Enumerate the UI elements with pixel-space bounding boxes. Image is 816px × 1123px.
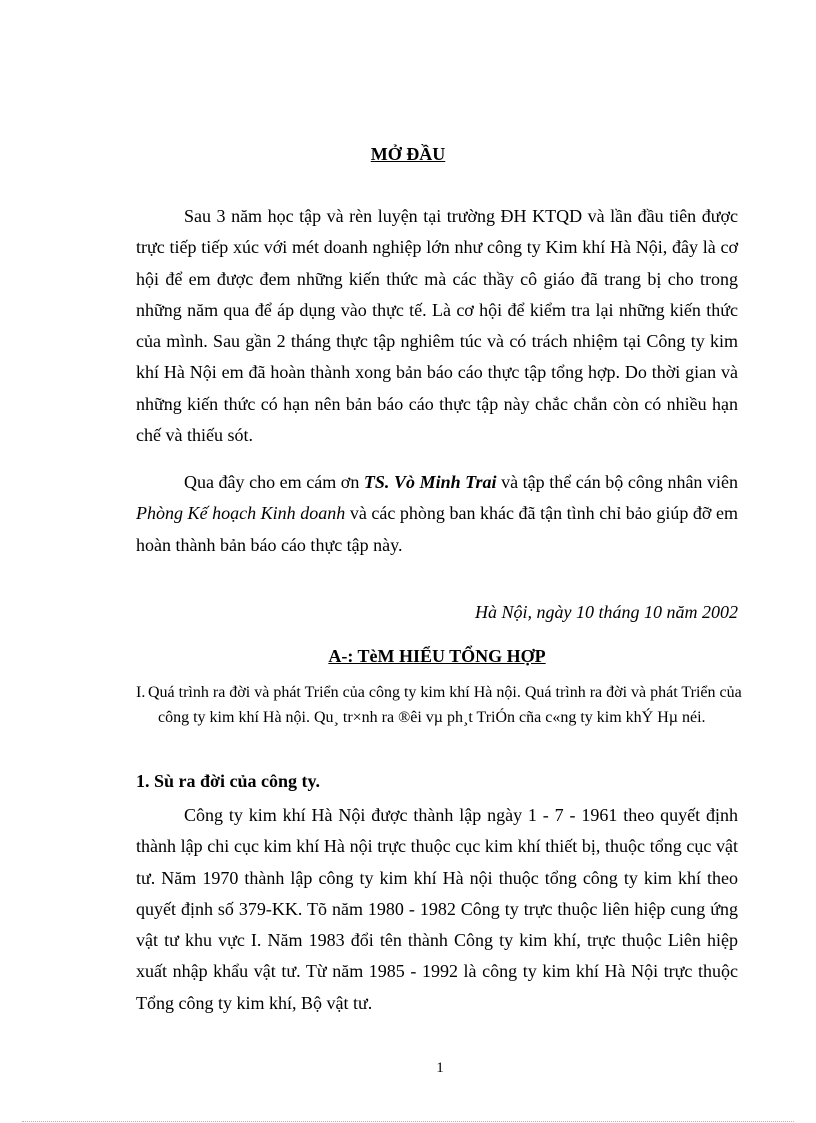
section-i-item <box>136 681 746 730</box>
section-i-text: Quá trình ra đời và phát Triển của công ty kim khí Hà nội. Quá trình ra đời và phát Triển của công ty kim khí Hà nội. Qu¸ tr×nh ra ®êi vµ ph¸t TriÓn cña c«ng ty kim khÝ Hµ néi. <box>148 684 742 726</box>
heading-1: 1. Sù ra đời của công ty. <box>136 771 320 791</box>
thanks-text-middle: và tập thể cán bộ công nhân viên <box>496 472 738 492</box>
section-a-title: A-: TèM HIỂU TỔNG HỢP <box>328 646 546 666</box>
section-i-number: I. <box>136 684 146 701</box>
page-number: 1 <box>436 1060 444 1076</box>
page-boundary-line <box>22 1121 794 1122</box>
history-paragraph: Công ty kim khí Hà Nội được thành lập ngày 1 - 7 - 1961 theo quyết định thành lập chi cục kim khí Hà nội trực thuộc cục kim khí thiết bị, thuộc tổng cục vật tư. Năm 1970 thành lập công ty kim khí Hà nội thuộc tổng công ty kim khí theo quyết định số 379-KK. Tõ năm 1980 - 1982 Công ty trực thuộc liên hiệp cung ứng vật tư khu vực I. Năm 1983 đổi tên thành Công ty kim khí, trực thuộc Liên hiệp xuất nhập khẩu vật tư. Từ năm 1985 - 1992 là công ty kim khí Hà Nội trực thuộc Tổng công ty kim khí, Bộ vật tư. <box>136 805 738 1013</box>
intro-paragraph-1: Sau 3 năm học tập và rèn luyện tại trường ĐH KTQD và lần đầu tiên được trực tiếp tiếp xúc với mét doanh nghiệp lớn như công ty Kim khí Hà Nội, đây là cơ hội để em được đem những kiến thức mà các thầy cô giáo đã trang bị cho trong những năm qua để áp dụng vào thực tế. Là cơ hội để kiểm tra lại những kiến thức của mình. Sau gần 2 tháng thực tập nghiêm túc và có trách nhiệm tại Công ty kim khí Hà Nội em đã hoàn thành xong bản báo cáo thực tập tổng hợp. Do thời gian và những kiến thức có hạn nên bản báo cáo thực tập này chắc chắn còn có nhiều hạn chế và thiếu sót. <box>136 206 738 446</box>
thanks-text-after: và các phòng ban khác đã tận tình chỉ bảo giúp đỡ em hoàn thành bản báo cáo thực tập này. <box>136 503 738 555</box>
advisor-name: TS. Vò Minh Trai <box>363 472 497 492</box>
thanks-text-before: Qua đây cho em cám ơn <box>184 472 364 492</box>
date-line: Hà Nội, ngày 10 tháng 10 năm 2002 <box>475 602 738 622</box>
intro-paragraph-2 <box>136 467 738 561</box>
document-title: MỞ ĐẦU <box>370 144 446 164</box>
department-name: Phòng Kế hoạch Kinh doanh <box>136 503 346 524</box>
